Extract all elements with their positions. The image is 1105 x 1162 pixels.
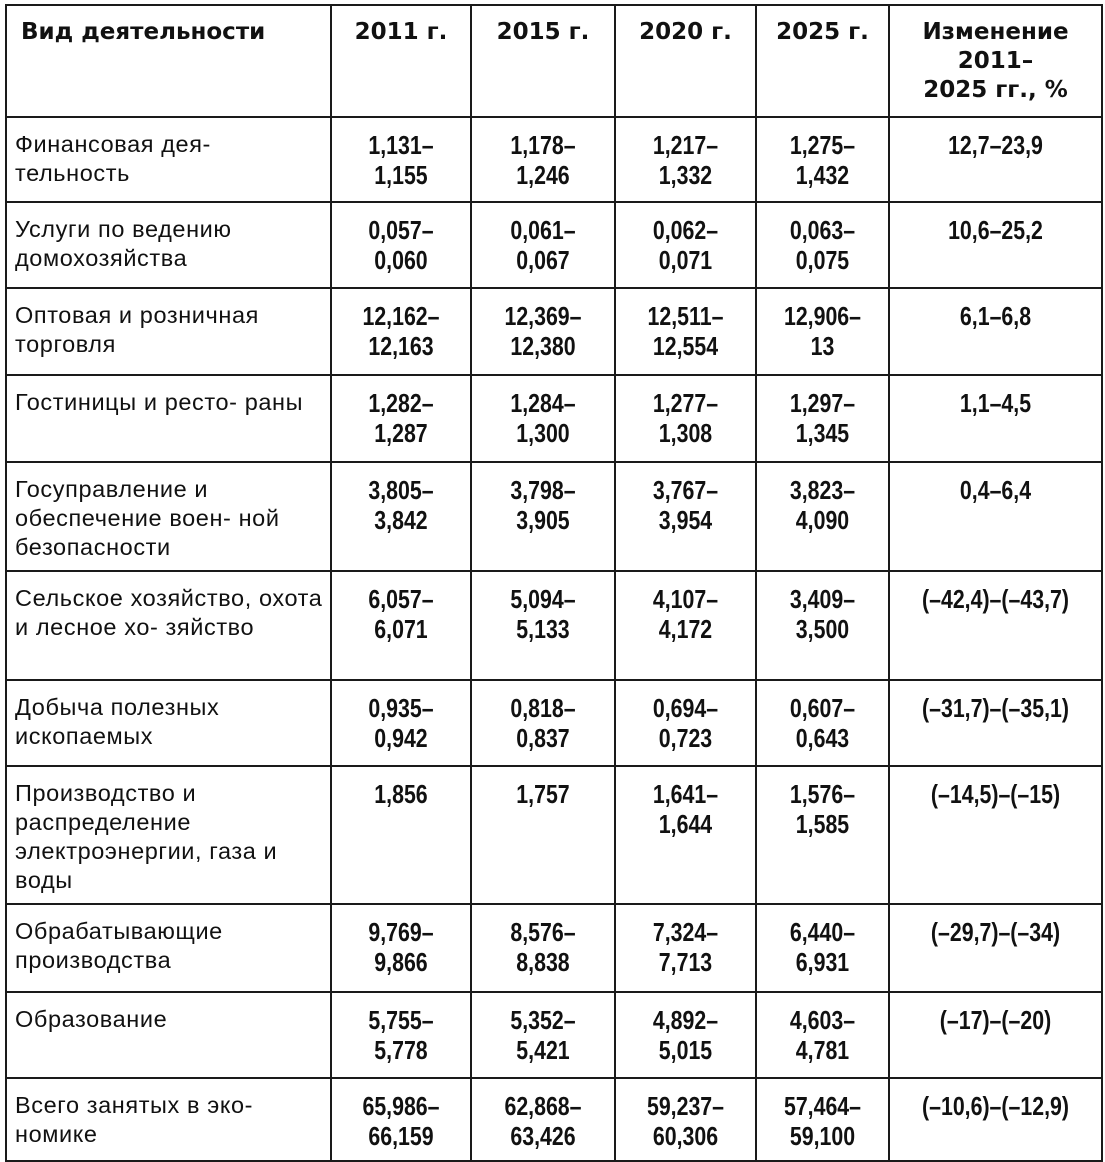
change-cell: (–29,7)–(–34): [908, 904, 1083, 992]
employment-table: [5, 4, 1103, 1162]
value-cell-y2025: 57,464– 59,100: [768, 1078, 877, 1161]
activity-cell: Обрабатывающие производства: [6, 904, 331, 992]
table-row: [6, 766, 1102, 904]
value-cell-y2015: 1,284– 1,300: [484, 375, 602, 462]
table-row: [6, 462, 1102, 571]
activity-cell: Услуги по ведению домохозяйства: [6, 202, 331, 288]
activity-cell: Гостиницы и ресто- раны: [6, 375, 331, 462]
activity-cell: Госуправление и обеспечение воен- ной безопасности: [6, 462, 331, 571]
change-cell: 1,1–4,5: [908, 375, 1083, 462]
table-row: [6, 202, 1102, 288]
value-cell-y2015: 3,798– 3,905: [484, 462, 602, 571]
value-cell-y2015: 8,576– 8,838: [484, 904, 602, 992]
value-cell-y2011: 0,935– 0,942: [344, 680, 459, 766]
activity-cell: Образование: [6, 992, 331, 1078]
value-cell-y2015: 1,178– 1,246: [484, 117, 602, 202]
header-2011: 2011 г.: [331, 5, 471, 117]
change-cell: 0,4–6,4: [908, 462, 1083, 571]
value-cell-y2020: 1,641– 1,644: [628, 766, 744, 904]
header-2020: 2020 г.: [615, 5, 756, 117]
value-cell-y2020: 7,324– 7,713: [628, 904, 744, 992]
value-cell-y2011: 1,282– 1,287: [344, 375, 459, 462]
table-row: [6, 1078, 1102, 1161]
change-cell: (–42,4)–(–43,7): [908, 571, 1083, 680]
value-cell-y2011: 5,755– 5,778: [344, 992, 459, 1078]
change-cell: (–17)–(–20): [908, 992, 1083, 1078]
header-row: [6, 5, 1102, 117]
change-cell: 6,1–6,8: [908, 288, 1083, 375]
table-row: [6, 288, 1102, 375]
value-cell-y2025: 12,906– 13: [768, 288, 877, 375]
value-cell-y2025: 1,275– 1,432: [768, 117, 877, 202]
header-2015: 2015 г.: [471, 5, 615, 117]
header-change-line2: 2011–: [957, 48, 1034, 74]
value-cell-y2025: 0,607– 0,643: [768, 680, 877, 766]
value-cell-y2011: 1,131– 1,155: [344, 117, 459, 202]
activity-cell: Производство и распределение электроэнергии, газа и воды: [6, 766, 331, 904]
value-cell-y2025: 3,409– 3,500: [768, 571, 877, 680]
activity-cell: Сельское хозяйство, охота и лесное хо- зяйство: [6, 571, 331, 680]
activity-cell: Всего занятых в эко- номике: [6, 1078, 331, 1161]
activity-cell: Оптовая и розничная торговля: [6, 288, 331, 375]
value-cell-y2025: 0,063– 0,075: [768, 202, 877, 288]
change-cell: 10,6–25,2: [908, 202, 1083, 288]
value-cell-y2020: 12,511– 12,554: [628, 288, 744, 375]
value-cell-y2020: 4,107– 4,172: [628, 571, 744, 680]
value-cell-y2025: 6,440– 6,931: [768, 904, 877, 992]
value-cell-y2020: 3,767– 3,954: [628, 462, 744, 571]
header-change-line1: Изменение: [922, 19, 1069, 45]
value-cell-y2011: 6,057– 6,071: [344, 571, 459, 680]
change-cell: (–14,5)–(–15): [908, 766, 1083, 904]
value-cell-y2025: 1,576– 1,585: [768, 766, 877, 904]
table-row: [6, 571, 1102, 680]
value-cell-y2020: 59,237– 60,306: [628, 1078, 744, 1161]
value-cell-y2020: 4,892– 5,015: [628, 992, 744, 1078]
change-cell: 12,7–23,9: [908, 117, 1083, 202]
value-cell-y2015: 62,868– 63,426: [484, 1078, 602, 1161]
value-cell-y2020: 1,277– 1,308: [628, 375, 744, 462]
change-cell: (–31,7)–(–35,1): [908, 680, 1083, 766]
table-row: [6, 680, 1102, 766]
value-cell-y2015: 0,061– 0,067: [484, 202, 602, 288]
value-cell-y2011: 3,805– 3,842: [344, 462, 459, 571]
table-row: [6, 117, 1102, 202]
activity-cell: Финансовая дея- тельность: [6, 117, 331, 202]
header-2025: 2025 г.: [756, 5, 889, 117]
header-change: [889, 5, 1102, 117]
value-cell-y2015: 5,352– 5,421: [484, 992, 602, 1078]
value-cell-y2011: 0,057– 0,060: [344, 202, 459, 288]
value-cell-y2015: 0,818– 0,837: [484, 680, 602, 766]
value-cell-y2025: 3,823– 4,090: [768, 462, 877, 571]
table-body: [6, 117, 1102, 1161]
change-cell: (–10,6)–(–12,9): [908, 1078, 1083, 1161]
value-cell-y2020: 1,217– 1,332: [628, 117, 744, 202]
header-activity: Вид деятельности: [6, 5, 331, 117]
value-cell-y2020: 0,694– 0,723: [628, 680, 744, 766]
value-cell-y2015: 1,757: [484, 766, 602, 904]
value-cell-y2025: 1,297– 1,345: [768, 375, 877, 462]
value-cell-y2011: 9,769– 9,866: [344, 904, 459, 992]
activity-cell: Добыча полезных ископаемых: [6, 680, 331, 766]
value-cell-y2011: 12,162– 12,163: [344, 288, 459, 375]
value-cell-y2025: 4,603– 4,781: [768, 992, 877, 1078]
value-cell-y2011: 65,986– 66,159: [344, 1078, 459, 1161]
value-cell-y2015: 12,369– 12,380: [484, 288, 602, 375]
table-row: [6, 375, 1102, 462]
header-change-line3: 2025 гг., %: [923, 77, 1068, 103]
value-cell-y2011: 1,856: [344, 766, 459, 904]
value-cell-y2020: 0,062– 0,071: [628, 202, 744, 288]
table-row: [6, 904, 1102, 992]
value-cell-y2015: 5,094– 5,133: [484, 571, 602, 680]
table-row: [6, 992, 1102, 1078]
